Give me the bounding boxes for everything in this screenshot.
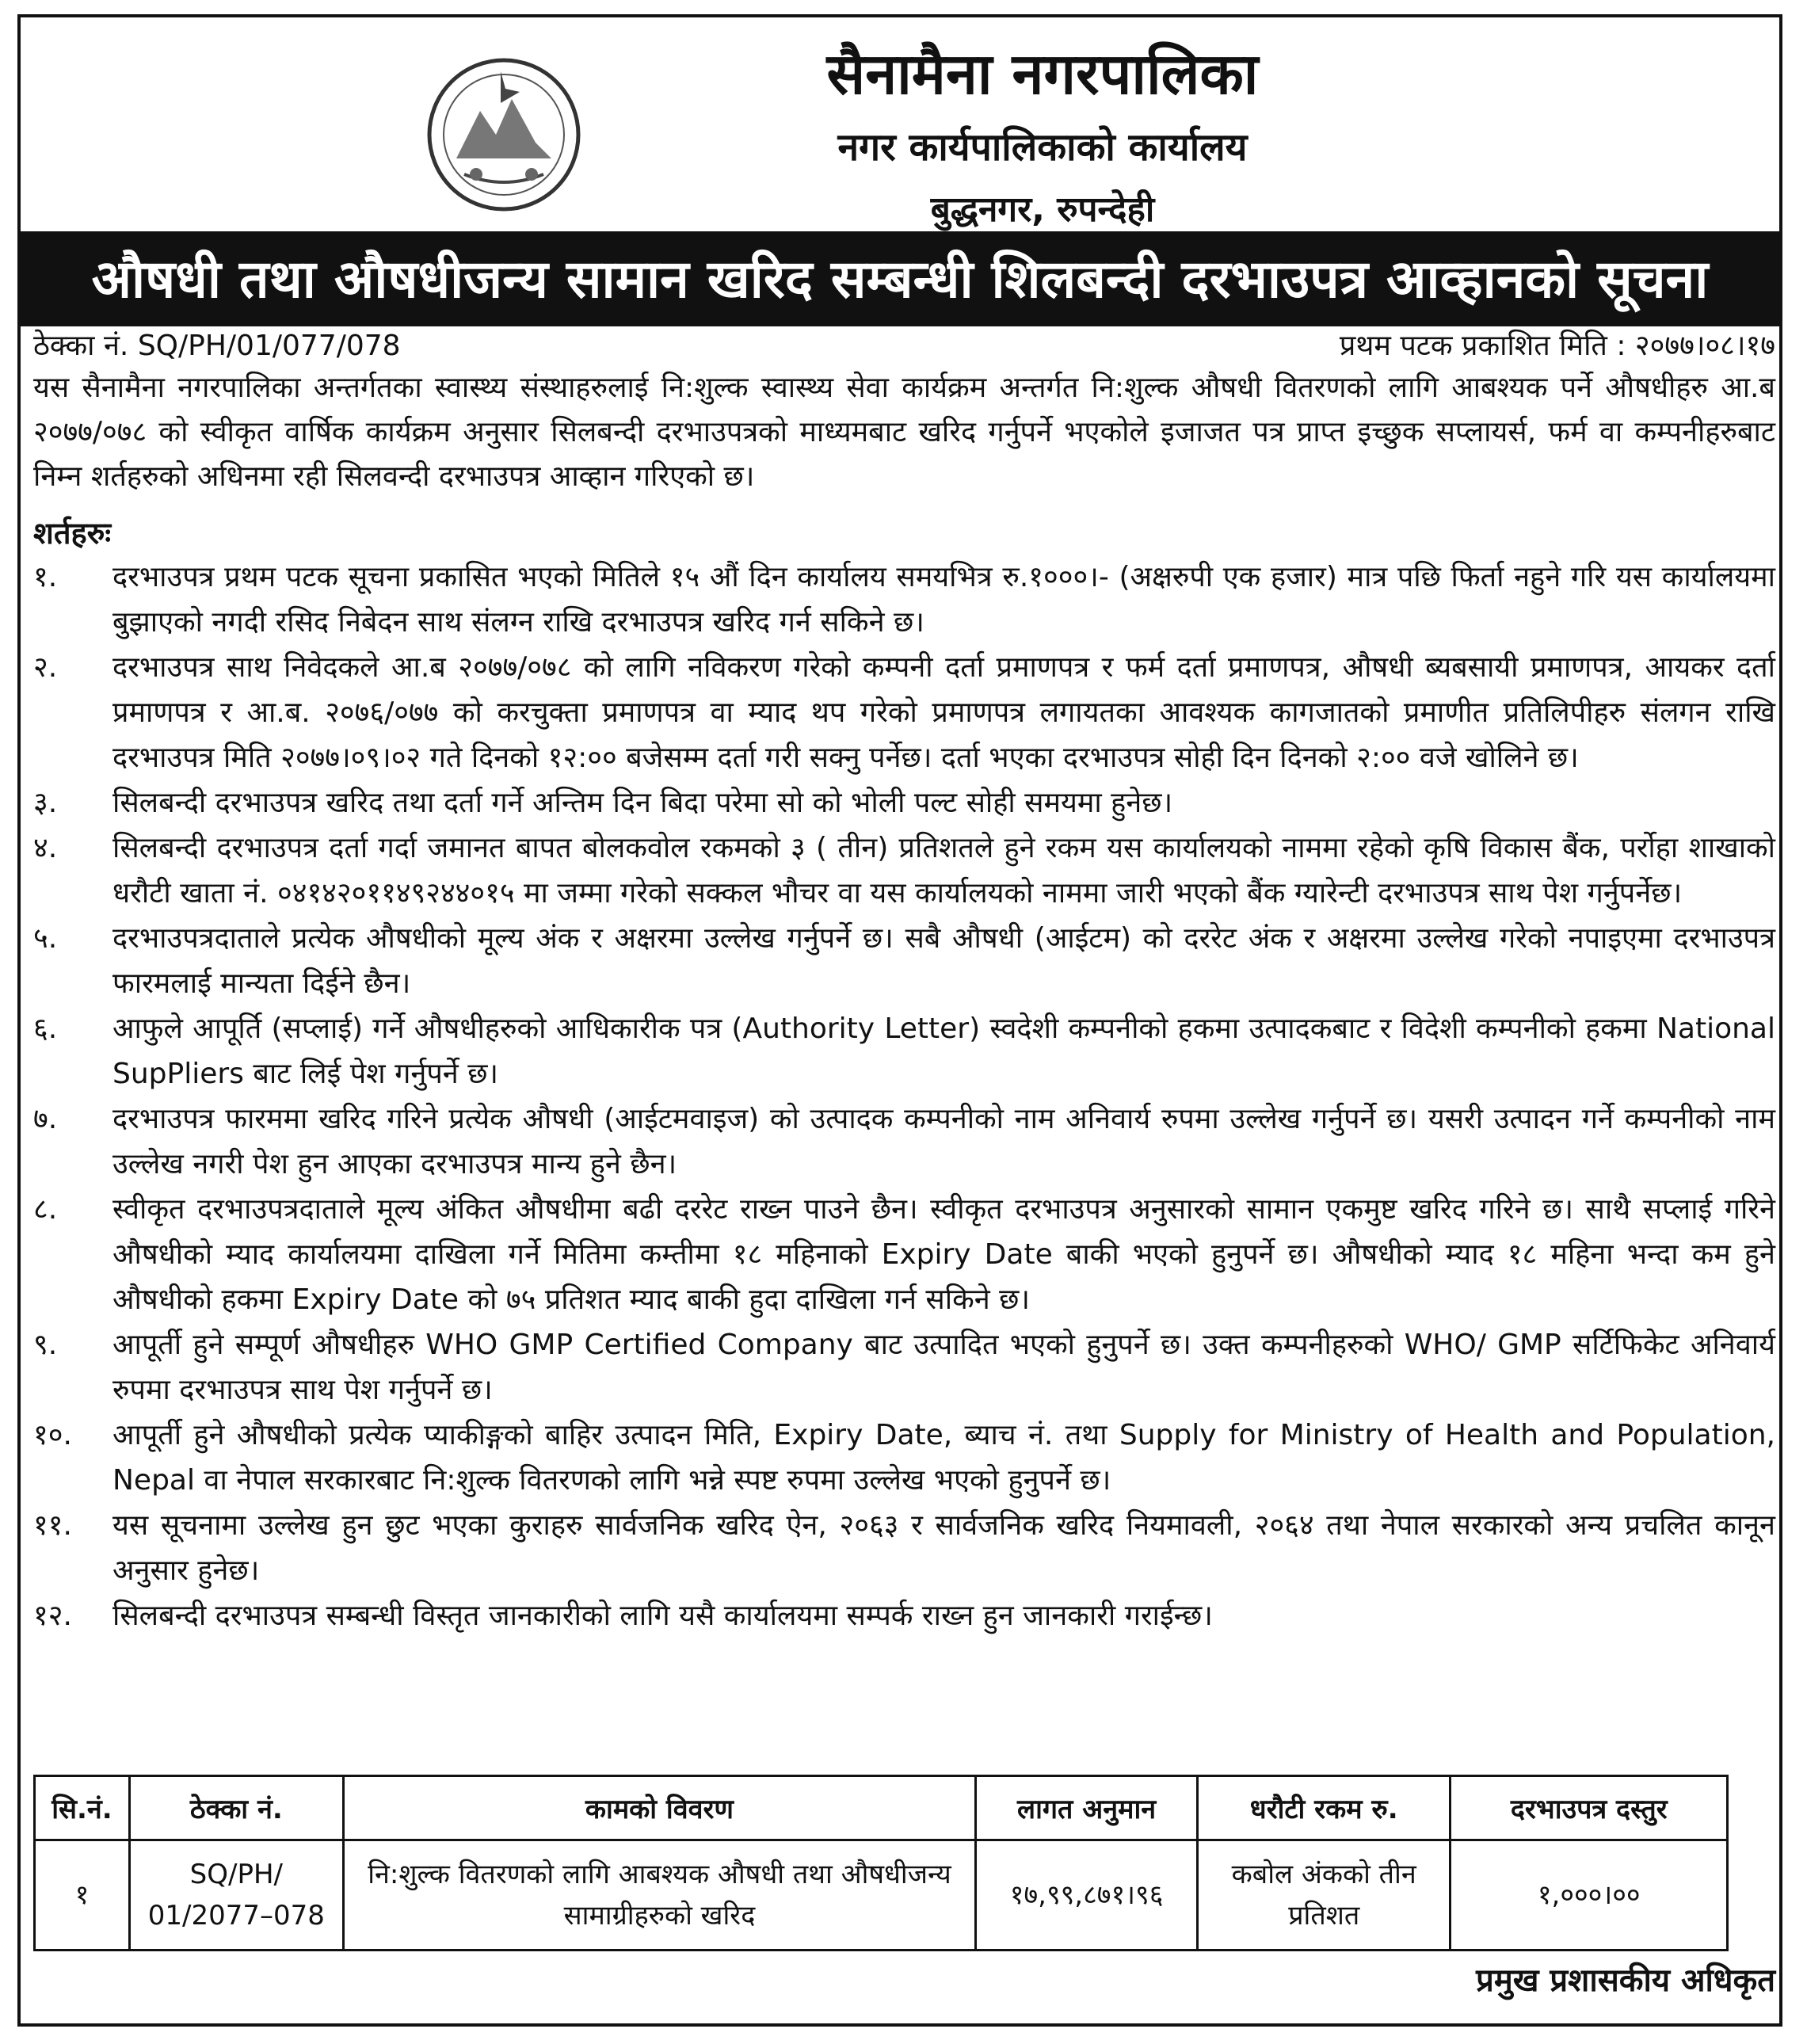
deposit-cell: कबोल अंकको तीन प्रतिशत (1197, 1840, 1450, 1951)
fee-cell: १,०००।०० (1451, 1840, 1728, 1951)
condition-text: दरभाउपत्र फारममा खरिद गरिने प्रत्येक औषधी (आईटमवाइज) को उत्पादक कम्पनीको नाम अनिवार्य रुपमा उल्लेख गर्नुपर्ने छ। यसरी उत्पादन गर्ने कम्पनीको नाम उल्लेख नगरी पेश हुन आएका दरभाउपत्र मान्य हुने छैन। (112, 1103, 1775, 1180)
condition-text: दरभाउपत्र प्रथम पटक सूचना प्रकासित भएको मितिले १५ औं दिन कार्यालय समयभित्र रु.१०००।- (अक्षरुपी एक हजार) मात्र पछि फिर्ता नहुने गरि यस कार्यालयमा बुझाएको नगदी रसिद निबेदन साथ संलग्न राखि दरभाउपत्र खरिद गर्न सकिने छ। (112, 561, 1775, 639)
condition-number: ८. (33, 1193, 58, 1226)
organization-name: सैनामैना नगरपालिका (826, 40, 1259, 107)
column-header: धरौटी रकम रु. (1197, 1776, 1450, 1840)
condition-text: सिलबन्दी दरभाउपत्र दर्ता गर्दा जमानत बापत बोलकवोल रकमको ३ ( तीन) प्रतिशतले हुने रकम यस कार्यालयको नाममा रहेको कृषि विकास बैंक, पर्रोहा शाखाको धरौटी खाता नं. ०४१४२०११४९२४४०१५ मा जम्मा गरेको सक्कल भौचर वा यस कार्यालयको नाममा जारी भएको बैंक ग्यारेन्टी दरभाउपत्र साथ पेश गर्नुपर्नेछ। (112, 832, 1776, 910)
condition-item (33, 1187, 1775, 1322)
column-header: सि.नं. (35, 1776, 130, 1840)
description-cell: नि:शुल्क वितरणको लागि आबश्यक औषधी तथा औषधीजन्य सामाग्रीहरुको खरिद (343, 1840, 976, 1951)
office-address: बुद्धनगर, रुपन्देही (930, 189, 1155, 230)
condition-text: आफुले आपूर्ति (सप्लाई) गर्ने औषधीहरुको आधिकारीक पत्र (Authority Letter) स्वदेशी कम्पनीको हकमा उत्पादकबाट र विदेशी कम्पनीको हकमा National SupPliers बाट लिई पेश गर्नुपर्ने छ। (112, 1012, 1775, 1090)
condition-item (33, 1413, 1775, 1503)
condition-number: ९. (33, 1329, 58, 1361)
condition-text: सिलबन्दी दरभाउपत्र सम्बन्धी विस्तृत जानकारीको लागि यसै कार्यालयमा सम्पर्क राख्न हुन जानकारी गराईन्छ। (112, 1600, 1213, 1632)
serial-cell: १ (35, 1840, 130, 1951)
signature-title: प्रमुख प्रशासकीय अधिकृत (1476, 1962, 1775, 1999)
condition-number: ६. (33, 1012, 58, 1045)
condition-item (33, 780, 1775, 826)
conditions-list (33, 555, 1775, 1638)
condition-item (33, 1096, 1775, 1187)
condition-text: सिलबन्दी दरभाउपत्र खरिद तथा दर्ता गर्ने अन्तिम दिन बिदा परेमा सो को भोली पल्ट सोही समयमा हुनेछ। (112, 787, 1173, 819)
condition-item (33, 1503, 1775, 1593)
contract-cell: SQ/PH/ 01/2077–078 (129, 1840, 343, 1951)
condition-text: स्वीकृत दरभाउपत्रदाताले मूल्य अंकित औषधीमा बढी दररेट राख्न पाउने छैन। स्वीकृत दरभाउपत्र अनुसारको सामान एकमुष्ट खरिद गरिने छ। साथै सप्लाई गरिने औषधीको म्याद कार्यालयमा दाखिला गर्ने मितिमा कम्तीमा १८ महिनाको Expiry Date बाकी भएको हुनुपर्ने छ। औषधीको म्याद १८ महिना भन्दा कम हुने औषधीको हकमा Expiry Date को ७५ प्रतिशत म्याद बाकी हुदा दाखिला गर्न सकिने छ। (112, 1193, 1775, 1316)
terms-heading: शर्तहरुः (33, 516, 112, 551)
condition-number: १. (33, 561, 58, 593)
condition-number: ४. (33, 832, 58, 864)
notice-title: औषधी तथा औषधीजन्य सामान खरिद सम्बन्धी शिलबन्दी दरभाउपत्र आव्हानको सूचना (21, 233, 1779, 326)
tender-table (33, 1775, 1729, 1951)
condition-item (33, 826, 1775, 916)
condition-number: ७. (33, 1103, 58, 1135)
condition-text: दरभाउपत्रदाताले प्रत्येक औषधीको मूल्य अंक र अक्षरमा उल्लेख गर्नुपर्ने छ। सबै औषधी (आईटम) को दररेट अंक र अक्षरमा उल्लेख गरेको नपाइएमा दरभाउपत्र फारमलाई मान्यता दिईने छैन। (112, 922, 1775, 1000)
office-name: नगर कार्यपालिकाको कार्यालय (837, 125, 1248, 170)
condition-number: १०. (33, 1419, 72, 1451)
condition-item (33, 1006, 1775, 1096)
condition-text: आपूर्ती हुने सम्पूर्ण औषधीहरु WHO GMP Certified Company बाट उत्पादित भएको हुनुपर्ने छ। उक्त कम्पनीहरुको WHO/ GMP सर्टिफिकेट अनिवार्य रुपमा दरभाउपत्र साथ पेश गर्नुपर्ने छ। (112, 1329, 1775, 1406)
condition-number: ३. (33, 787, 58, 819)
condition-text: आपूर्ती हुने औषधीको प्रत्येक प्याकीङ्गको बाहिर उत्पादन मिति, Expiry Date, ब्याच नं. तथा Supply for Ministry of Health and Population, Nepal वा नेपाल सरकारबाट नि:शुल्क वितरणको लागि भन्ने स्पष्ट रुपमा उल्लेख भएको हुनुपर्ने छ। (112, 1419, 1775, 1497)
condition-number: ५. (33, 922, 58, 955)
column-header: कामको विवरण (343, 1776, 976, 1840)
intro-paragraph: यस सैनामैना नगरपालिका अन्तर्गतका स्वास्थ्य संस्थाहरुलाई नि:शुल्क स्वास्थ्य सेवा कार्यक्रम अन्तर्गत नि:शुल्क औषधी वितरणको लागि आबश्यक पर्ने औषधीहरु आ.ब २०७७/०७८ को स्वीकृत वार्षिक कार्यक्रम अनुसार सिलबन्दी दरभाउपत्रको माध्यमबाट खरिद गर्नुपर्ने भएकोले इजाजत पत्र प्राप्त इच्छुक सप्लायर्स, फर्म वा कम्पनीहरुबाट निम्न शर्तहरुको अधिनमा रही सिलवन्दी दरभाउपत्र आव्हान गरिएको छ। (33, 372, 1775, 493)
condition-text: यस सूचनामा उल्लेख हुन छुट भएका कुराहरु सार्वजनिक खरिद ऐन, २०६३ र सार्वजनिक खरिद नियमावली, २०६४ तथा नेपाल सरकारको अन्य प्रचलित कानून अनुसार हुनेछ। (112, 1509, 1775, 1587)
condition-item (33, 645, 1775, 780)
published-date: प्रथम पटक प्रकाशित मिति : २०७७।०८।१७ (1339, 330, 1775, 362)
column-header: लागत अनुमान (976, 1776, 1198, 1840)
condition-item (33, 1322, 1775, 1413)
column-header: ठेक्का नं. (129, 1776, 343, 1840)
column-header: दरभाउपत्र दस्तुर (1451, 1776, 1728, 1840)
condition-number: १२. (33, 1600, 72, 1632)
notice-header (21, 17, 1779, 234)
contract-number: ठेक्का नं. SQ/PH/01/077/078 (33, 330, 401, 362)
condition-text: दरभाउपत्र साथ निवेदकले आ.ब २०७७/०७८ को लागि नविकरण गरेको कम्पनी दर्ता प्रमाणपत्र र फर्म दर्ता प्रमाणपत्र, औषधी ब्यबसायी प्रमाणपत्र, आयकर दर्ता प्रमाणपत्र र आ.ब. २०७६/०७७ को करचुक्ता प्रमाणपत्र वा म्याद थप गरेको प्रमाणपत्र लगायतका आवश्यक कागजातको प्रमाणीत प्रतिलिपीहरु संलगन राखि दरभाउपत्र मिति २०७७।०९।०२ गते दिनको १२:०० बजेसम्म दर्ता गरी सक्नु पर्नेछ। दर्ता भएका दरभाउपत्र सोही दिन दिनको २:०० वजे खोलिने छ। (112, 651, 1775, 774)
condition-number: २. (33, 651, 58, 684)
estimate-cell: १७,९९,८७१।९६ (976, 1840, 1198, 1951)
condition-item (33, 1593, 1775, 1638)
condition-item (33, 555, 1775, 645)
table-header-row (35, 1776, 1728, 1840)
condition-item (33, 916, 1775, 1006)
table-row (35, 1840, 1728, 1951)
condition-number: ११. (33, 1509, 72, 1542)
